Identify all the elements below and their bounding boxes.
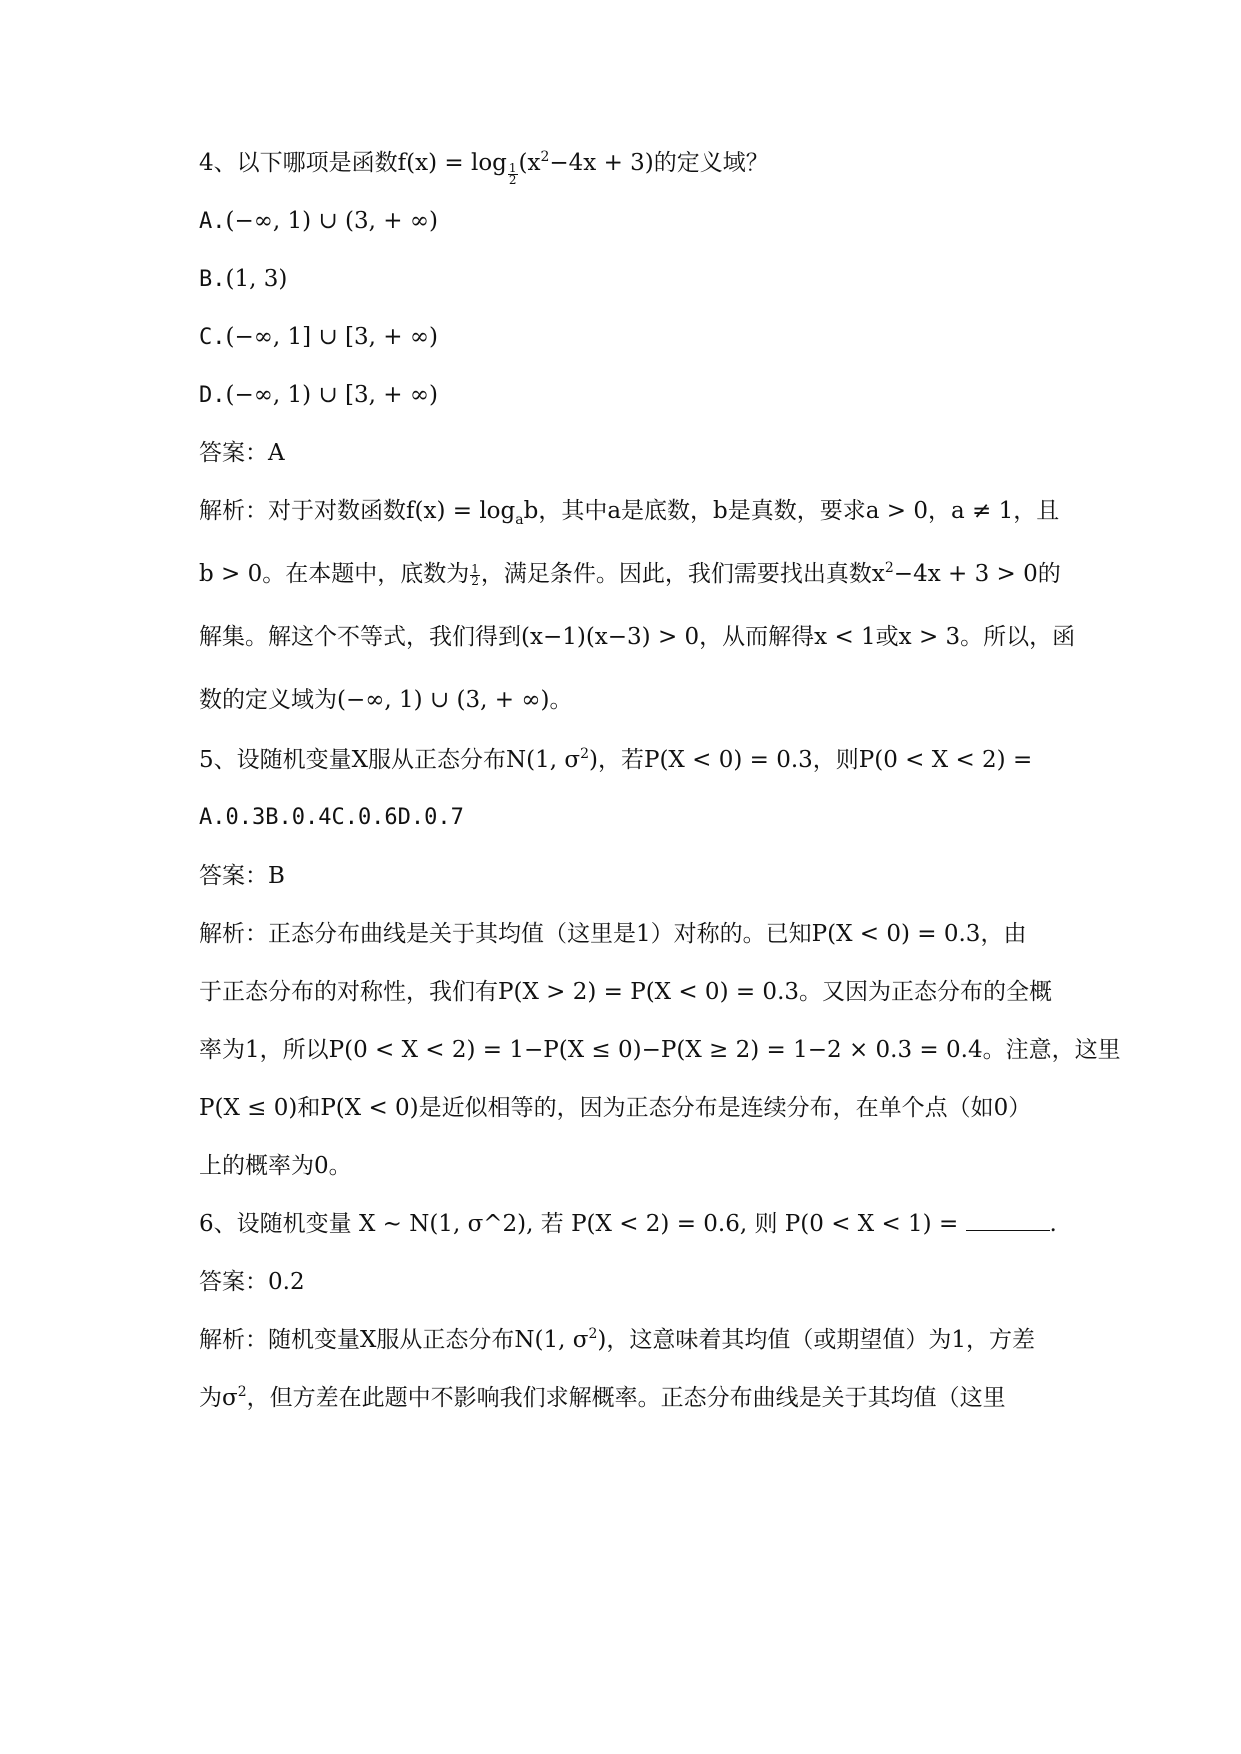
q5-analysis-line-4 — [199, 1093, 1031, 1123]
q4-option-d-text: (−∞, 1) ∪ [3, + ∞) — [225, 382, 438, 408]
q4-analysis-frac-den: 2 — [471, 573, 479, 588]
q4-analysis-l1-math2: b — [523, 498, 539, 524]
q4-option-d — [199, 380, 438, 411]
q4-stem-prefix: 4、以下哪项是函数 — [199, 150, 398, 176]
q4-log-base-den: 2 — [508, 172, 517, 187]
question-6-stem — [199, 1209, 1057, 1239]
q6-answer: 答案：0.2 — [199, 1269, 305, 1295]
q4-option-c — [199, 322, 438, 353]
q5-options: A.0.3B.0.4C.0.6D.0.7 — [199, 805, 464, 830]
q5-analysis-l4-math2: P(X < 0) — [320, 1095, 419, 1121]
q6-analysis-l1-math2: ) — [597, 1327, 607, 1353]
q4-func-arg-rest: −4x + 3) — [549, 150, 654, 176]
q4-stem-suffix: 的定义域？ — [653, 150, 769, 176]
q4-func-arg-open: (x — [518, 150, 541, 176]
q4-analysis-l2-exp: 2 — [884, 560, 894, 576]
q4-option-b — [199, 264, 287, 295]
q5-analysis-l1-text-b: ，由 — [980, 921, 1027, 947]
q5-stem-text-c: ，则 — [812, 747, 859, 773]
q4-analysis-l1-text-b: ，其中a是底数，b是真数，要求a > 0，a ≠ 1，且 — [538, 498, 1060, 524]
q5-analysis-l2-text-a: 于正态分布的对称性，我们有 — [199, 979, 498, 1005]
q4-exponent: 2 — [540, 149, 550, 165]
q5-stem-exp: 2 — [580, 746, 589, 762]
q4-analysis-l1-text-a: 解析：对于对数函数 — [199, 498, 406, 524]
q6-analysis-line-2 — [199, 1383, 1006, 1416]
q5-analysis-line-2 — [199, 977, 1052, 1007]
q6-analysis-l1-exp: 2 — [588, 1326, 598, 1342]
q4-analysis-l4-text-b: 。 — [549, 687, 573, 713]
q4-option-a-text: (−∞, 1) ∪ (3, + ∞) — [225, 208, 438, 234]
q4-answer: 答案：A — [199, 440, 285, 466]
q4-log-base-num: 1 — [508, 160, 517, 175]
q5-stem-text-b: ，若 — [597, 747, 644, 773]
q4-option-b-text: (1, 3) — [225, 266, 288, 292]
q4-analysis-l3-text-a: 解集。解这个不等式，我们得到 — [199, 624, 521, 650]
question-4-stem — [199, 148, 769, 187]
q4-option-c-text: (−∞, 1] ∪ [3, + ∞) — [225, 324, 438, 350]
q4-option-a-label: A. — [199, 209, 226, 234]
q5-stem-math-3: P(0 < X < 2) = — [858, 747, 1033, 773]
q5-analysis-l2-math: P(X > 2) = P(X < 0) = 0.3 — [498, 979, 800, 1005]
q6-stem-end: . — [1049, 1211, 1057, 1237]
q4-analysis-l2-math2: −4x + 3 > 0 — [893, 561, 1038, 587]
q4-analysis-l2-text-c: 的 — [1037, 561, 1061, 587]
q4-analysis-l4-math: (−∞, 1) ∪ (3, + ∞) — [337, 687, 550, 713]
q5-analysis-l3-text-b: 。注意，这里 — [982, 1037, 1121, 1063]
q4-analysis-line-3 — [199, 622, 1075, 652]
q4-option-a — [199, 206, 438, 237]
q5-analysis-line-5: 上的概率为0。 — [199, 1153, 352, 1179]
q6-stem-text: 6、设随机变量 X ∼ N(1, σ^2), 若 P(X < 2) = 0.6, 则 P(0 < X < 1) = — [199, 1211, 966, 1237]
q6-analysis-line-1 — [199, 1325, 1035, 1358]
q4-func-lhs: f(x) = log — [397, 150, 507, 176]
q6-analysis-l1-text-a: 解析：随机变量X服从正态分布 — [199, 1327, 515, 1353]
q4-option-d-label: D. — [199, 383, 226, 408]
q6-analysis-l2-text-b: ，但方差在此题中不影响我们求解概率。正态分布曲线是关于其均值（这里 — [246, 1385, 1006, 1411]
q4-analysis-l4-text-a: 数的定义域为 — [199, 687, 337, 713]
q5-analysis-l1-math: P(X < 0) = 0.3 — [811, 921, 981, 947]
q5-analysis-l2-text-b: 。又因为正态分布的全概 — [799, 979, 1053, 1005]
q5-analysis-l3-math: P(0 < X < 2) = 1−P(X ≤ 0)−P(X ≥ 2) = 1−2 × 0.3 = 0.4 — [328, 1037, 983, 1063]
q6-answer-blank — [966, 1212, 1050, 1231]
q4-analysis-fraction — [470, 561, 480, 588]
q4-analysis-line-4 — [199, 685, 572, 715]
q4-analysis-l2-text-b: ，满足条件。因此，我们需要找出真数 — [480, 561, 872, 587]
q4-log-base-fraction — [508, 160, 518, 187]
q4-option-b-label: B. — [199, 267, 226, 292]
q4-analysis-l3-text-b: ，从而解得x < 1或x > 3。所以，函 — [699, 624, 1076, 650]
q6-analysis-l1-math: N(1, σ — [514, 1327, 589, 1353]
q5-analysis-line-3 — [199, 1035, 1121, 1065]
q5-stem-text-a: 5、设随机变量X服从正态分布 — [199, 747, 507, 773]
q4-analysis-l2-text-a: b > 0。在本题中，底数为 — [199, 561, 470, 587]
q4-analysis-line-1 — [199, 496, 1059, 529]
q5-stem-math-1: N(1, σ — [506, 747, 581, 773]
q5-analysis-l4-text-b: 是近似相等的，因为正态分布是连续分布，在单个点（如0） — [418, 1095, 1032, 1121]
q5-analysis-l1-text-a: 解析：正态分布曲线是关于其均值（这里是1）对称的。已知 — [199, 921, 812, 947]
q5-analysis-l4-text-a: 和 — [297, 1095, 321, 1121]
q4-analysis-line-2 — [199, 559, 1061, 592]
q5-stem-math-1b: ) — [589, 747, 598, 773]
q6-analysis-l2-exp: 2 — [237, 1384, 247, 1400]
q4-analysis-l2-math: x — [871, 561, 885, 587]
q5-analysis-line-1 — [199, 919, 1026, 949]
q5-analysis-l4-math: P(X ≤ 0) — [199, 1095, 298, 1121]
q5-stem-math-2: P(X < 0) = 0.3 — [643, 747, 813, 773]
q5-answer: 答案：B — [199, 863, 285, 889]
q4-analysis-frac-num: 1 — [471, 561, 479, 576]
q4-analysis-l3-math: (x−1)(x−3) > 0 — [521, 624, 700, 650]
q5-analysis-l3-text-a: 率为1，所以 — [199, 1037, 329, 1063]
q4-analysis-l1-sub: a — [515, 512, 524, 528]
q6-analysis-l2-text-a: 为σ — [199, 1385, 238, 1411]
q4-analysis-l1-math: f(x) = log — [406, 498, 516, 524]
q4-option-c-label: C. — [199, 325, 226, 350]
q6-analysis-l1-text-b: ，这意味着其均值（或期望值）为1，方差 — [606, 1327, 1035, 1353]
question-5-stem — [199, 745, 1032, 778]
